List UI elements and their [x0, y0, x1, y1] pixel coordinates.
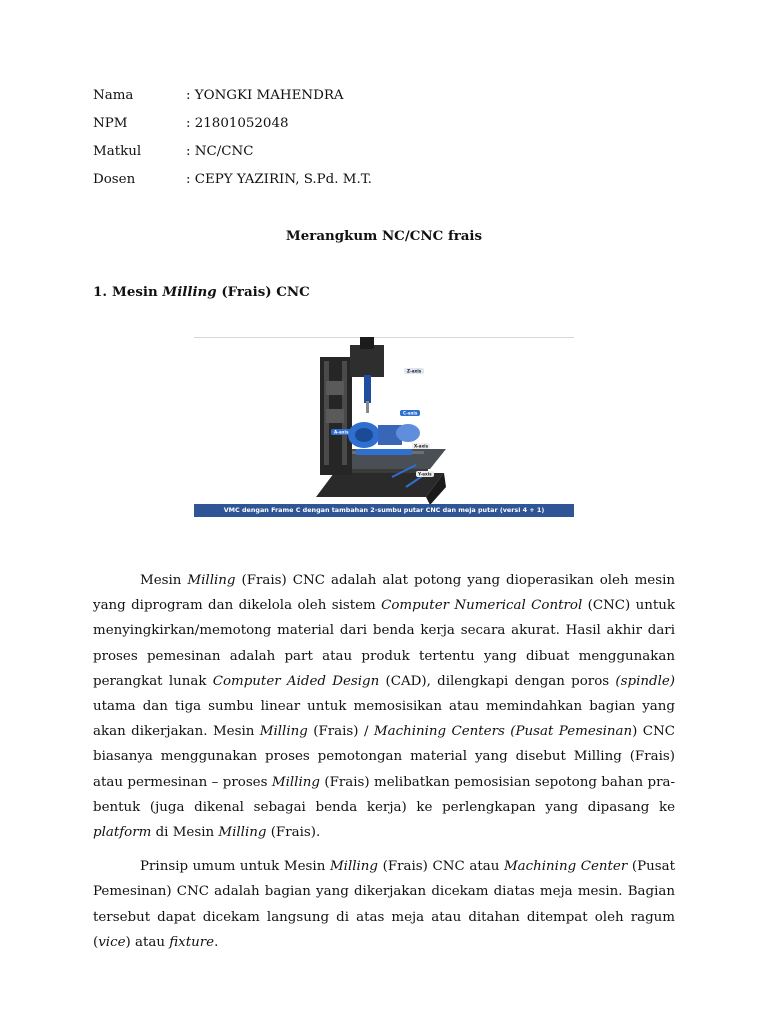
- italic-term: Machining Center: [503, 859, 628, 875]
- section-text-before: Mesin: [112, 284, 163, 300]
- body-text: [93, 568, 675, 964]
- trunnion-base: [356, 449, 412, 455]
- c-axis-label: C-axis: [403, 410, 418, 416]
- info-value: : YONGKI MAHENDRA: [186, 88, 344, 103]
- column-bracket: [326, 381, 344, 395]
- info-value: : 21801052048: [186, 116, 289, 131]
- body-paragraph: [93, 854, 675, 955]
- cnc-machine-illustration: [194, 337, 574, 521]
- spindle-motor: [360, 337, 374, 349]
- info-value: : CEPY YAZIRIN, S.Pd. M.T.: [186, 172, 372, 187]
- info-label: Nama: [93, 88, 134, 103]
- text-run: (Frais) CNC atau: [378, 859, 504, 875]
- column-bracket: [326, 409, 344, 423]
- text-run: ) atau: [125, 934, 170, 950]
- z-axis-label: Z-axis: [407, 368, 422, 374]
- text-run: (Pusat Pemesinan) CNC adalah bagian yang dikerjakan dicekam diatas meja mesin. Bagian tersebut dapat dicekam langsung di atas meja atau ditahan ditempat oleh ragum (: [93, 859, 675, 950]
- italic-term: Milling: [187, 573, 236, 588]
- italic-term: Computer Aided Design: [212, 673, 380, 689]
- info-label: Matkul: [93, 144, 142, 159]
- document-title: Merangkum NC/CNC frais: [285, 228, 483, 244]
- italic-term: fixture: [169, 934, 215, 950]
- text-run: (Frais) melibatkan pemosisian sepotong bahan pra-bentuk (juga dikenal sebagai benda kerja) ke perlengkapan yang dipasang ke: [93, 774, 675, 815]
- a-axis-label: A-axis: [334, 429, 349, 435]
- text-run: di Mesin: [151, 825, 219, 841]
- italic-term: Milling: [329, 859, 378, 875]
- body-paragraph: [93, 568, 675, 845]
- section-text-italic: Milling: [162, 284, 217, 300]
- text-run: Mesin: [140, 573, 188, 588]
- text-run: ) CNC biasanya menggunakan proses pemotongan material yang disebut Milling (Frais) atau permesinan – proses: [93, 724, 675, 790]
- text-run: Prinsip umum untuk Mesin: [140, 859, 330, 875]
- italic-term: Machining Centers (Pusat Pemesinan: [373, 724, 633, 740]
- section-number: 1.: [93, 284, 107, 300]
- text-run: (CAD), dilengkapi dengan poros: [379, 673, 616, 689]
- section-heading: [93, 283, 310, 301]
- text-run: (CNC) untuk menyingkirkan/memotong material dari benda kerja secara akurat. Hasil akhir dari proses pemesinan adalah part atau produk tertentu yang dibuat menggunakan perangkat lunak: [93, 598, 675, 689]
- info-label: Dosen: [93, 172, 136, 187]
- y-axis-label: Y-axis: [418, 471, 432, 477]
- italic-term: Milling: [259, 724, 308, 740]
- rotary-hub: [355, 428, 373, 442]
- italic-term: (spindle): [615, 673, 675, 689]
- text-run: (Frais).: [266, 825, 321, 841]
- italic-term: Milling: [271, 774, 320, 790]
- info-label: NPM: [93, 116, 128, 131]
- italic-term: platform: [93, 825, 152, 841]
- text-run: (Frais) /: [307, 724, 374, 740]
- figure-caption: VMC dengan Frame C dengan tambahan 2-sumbu putar CNC dan meja putar (versi 4 + 1): [194, 504, 574, 517]
- info-value: : NC/CNC: [186, 144, 254, 159]
- text-run: (Frais) CNC adalah alat potong yang dioperasikan oleh mesin yang diprogram dan dikelola oleh sistem: [93, 573, 676, 614]
- rotary-c-table: [396, 424, 420, 442]
- section-text-after: (Frais) CNC: [216, 284, 310, 300]
- italic-term: Milling: [218, 825, 267, 841]
- spindle: [364, 375, 371, 403]
- text-run: utama dan tiga sumbu linear untuk memosisikan atau memindahkan bagian yang akan dikerjakan. Mesin: [93, 699, 675, 740]
- italic-term: Computer Numerical Control: [381, 598, 583, 614]
- italic-term: vice: [98, 934, 126, 950]
- cutting-tool: [366, 401, 369, 413]
- spindle-head: [350, 345, 384, 377]
- cnc-machine-figure: [194, 337, 574, 521]
- text-run: .: [214, 934, 219, 950]
- x-axis-label: X-axis: [414, 443, 429, 449]
